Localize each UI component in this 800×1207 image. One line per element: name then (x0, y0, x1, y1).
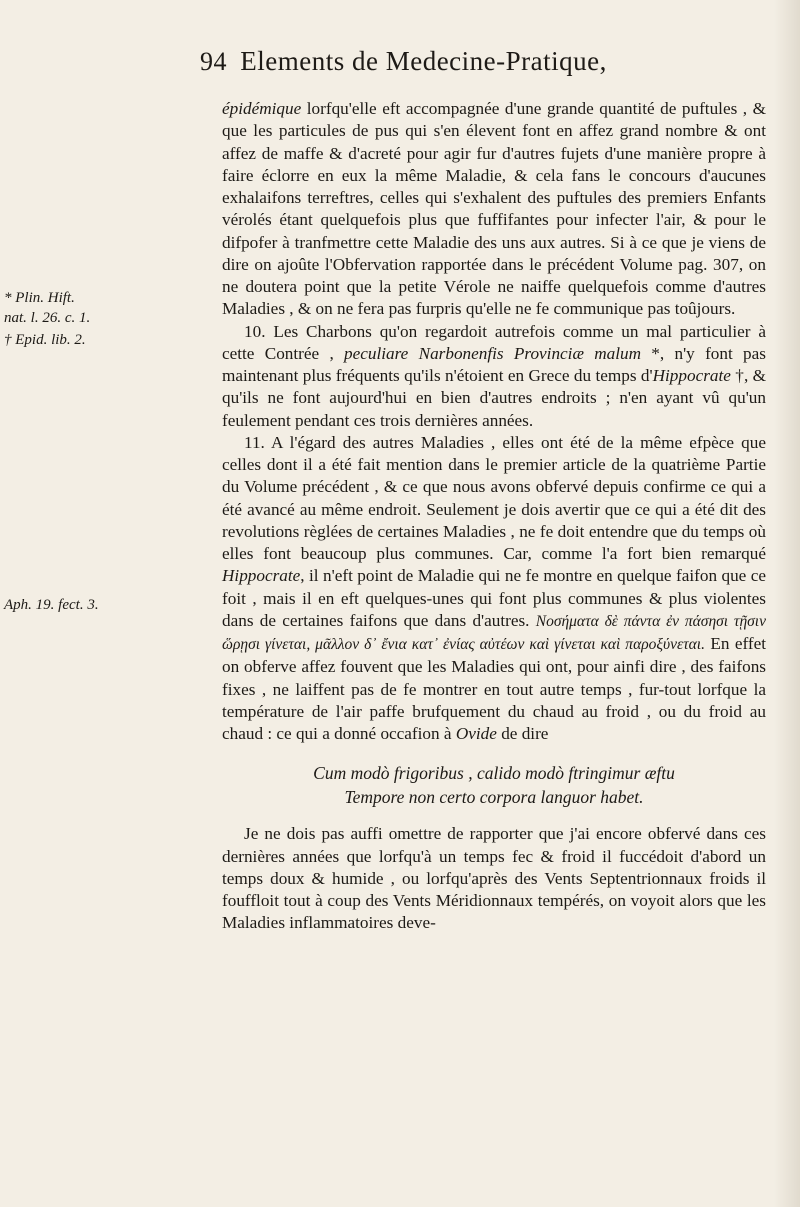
paragraph-closing (222, 823, 766, 934)
greek-quotation: Νοσήματα δὲ πάντα ἐν πάσησι τῇσιν ὥρῃσι γίνεται, μᾶλλον δ᾽ ἔνια κατ᾽ ἐνίας αὐτέων καὶ γίνεται καὶ παροξύνεται. (222, 612, 766, 653)
ovid-quotation (222, 761, 766, 809)
scan-edge-shadow (774, 0, 800, 1207)
paragraph-1 (222, 98, 766, 321)
paragraph-text: 10. Les Charbons qu'on regardoit autrefois comme un mal particulier à cette Contrée , (222, 321, 766, 363)
author-name: Hippocrate (222, 566, 301, 586)
author-name: Ovide (455, 724, 497, 743)
paragraph-text: 11. A l'égard des autres Maladies , elles ont été de la même efpèce que celles dont il a été fait mention dans le premier article de la quatrième Partie du Volume précédent , & ce que nous avons obfervé depuis confirme ce qui a été avancé au même endroit. Seulement je dois avertir que ce qui a été dit des revolutions règlées de certaines Maladies , ne fe doit entendre que du temps où elles font beaucoup plus communes. Car, comme l'a fort bien remarqué (222, 432, 766, 563)
author-name: Hippocrate (652, 366, 731, 385)
body-text (222, 98, 766, 935)
italic-word: épidémique (222, 99, 302, 118)
margin-note-epidemics (4, 330, 218, 350)
quote-line: Cum modò frigoribus , calido modò ftringimur æftu (313, 763, 675, 784)
page-number: 94 (200, 47, 227, 76)
margin-note-pliny (4, 288, 218, 328)
latin-phrase: peculiare Narbonenfis Provinciæ malum (344, 343, 641, 363)
paragraph-text: Je ne dois pas auffi omettre de rapporter que j'ai encore obfervé dans ces dernières années que lorfqu'à un temps fec & froid il fuccédoit d'abord un temps doux & humide , ou lorfqu'après des Vents Septentrionnaux froids il fouffloit tout à coup des Vents Méridionnaux tempérés, on voyoit alors que les Maladies inflammatoires deve- (222, 824, 766, 933)
paragraph-text: de dire (496, 724, 549, 743)
paragraph-text: En effet on obferve affez fouvent que les Maladies qui ont, pour ainfi dire , des faifons fixes , ne laiffent pas de fe montrer en tout autre temps , fur-tout lorfque la température de l'air paffe brufquement du chaud au froid , ou du froid au chaud : ce qui a donné occafion à (222, 634, 766, 743)
running-header (200, 46, 760, 77)
margin-note-line: † Epid. lib. 2. (4, 332, 86, 348)
paragraph-10 (222, 321, 766, 432)
paragraph-text: *, n'y font pas maintenant plus fréquents qu'ils n'étoient en Grece du temps d' (222, 343, 766, 385)
paragraph-11 (222, 432, 766, 746)
running-title: Elements de Medecine-Pratique, (240, 46, 607, 76)
paragraph-text: †, & qu'ils ne font aujourd'hui en bien d'autres endroits ; n'en ayant vû qu'un feulement pendant ces trois dernières années. (222, 366, 767, 430)
margin-note-line: nat. l. 26. c. 1. (4, 310, 91, 326)
margin-note-line: Aph. 19. fect. 3. (4, 597, 99, 613)
margin-note-aphorisms (4, 595, 218, 615)
quote-line: Tempore non certo corpora languor habet. (344, 787, 644, 808)
paragraph-text: , il n'eft point de Maladie qui ne fe montre en quelque faifon que ce foit , mais il en eft quelques-unes qui font plus communes & plus violentes dans de certaines faifons que dans d'autres. (222, 566, 766, 630)
margin-note-line: * Plin. Hift. (4, 290, 75, 306)
paragraph-text: lorfqu'elle eft accompagnée d'une grande quantité de puftules , & que les particules de pus qui s'en élevent font en affez grand nombre & ont affez de maffe & d'acreté pour agir fur d'autres fujets d'une manière propre à faire éclorre en eux la même Maladie, & cela fans le concours d'aucunes exhalaifons terreftres, celles qui s'exhalent des puftules des premiers Enfants vérolés étant quelquefois plus que fuffifantes pour infecter l'air, & pour le difpofer à tranfmettre cette Maladie des uns aux autres. Si à ce que je viens de dire on ajoûte l'Obfervation rapportée dans le précédent Volume pag. 307, on ne doutera point que la petite Vérole ne naiffe quelquefois comme d'autres Maladies , & on ne fera pas furpris qu'elle ne fe communique pas toûjours. (222, 99, 766, 319)
